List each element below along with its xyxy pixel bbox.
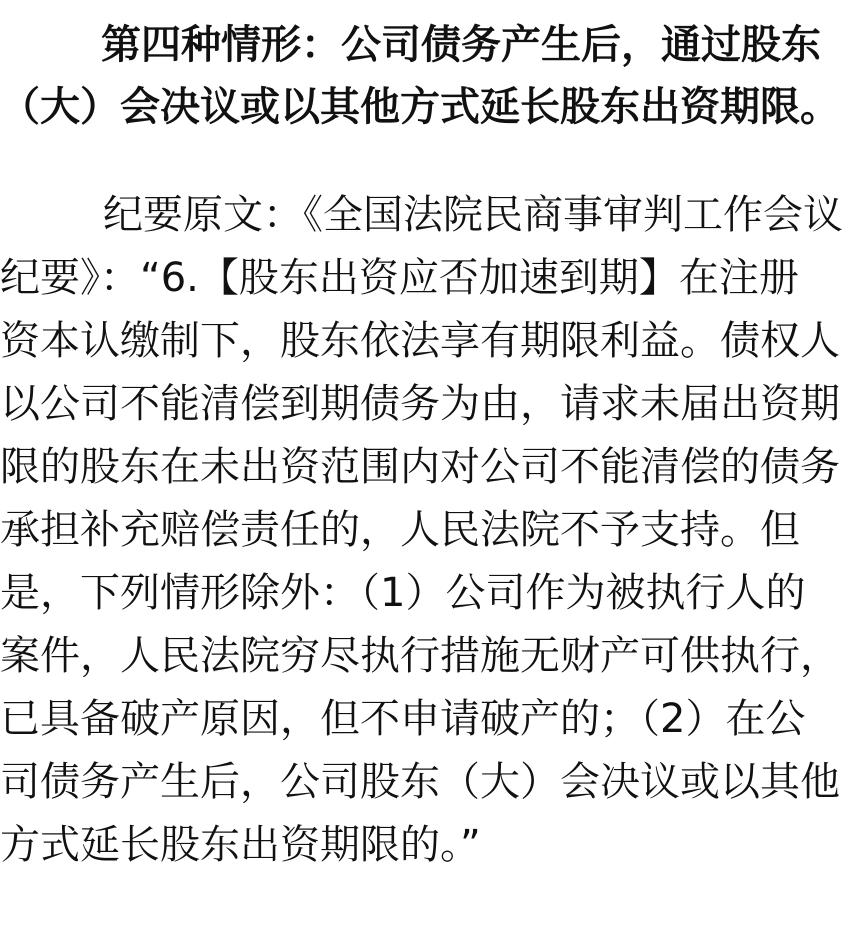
quote-line-11: 方式延长股东出资期限的。” bbox=[0, 822, 481, 868]
quote-line-2: 纪要》：“6.【股东出资应否加速到期】在注册 bbox=[0, 255, 799, 301]
heading-line-1: 第四种情形：公司债务产生后，通过股东 bbox=[101, 22, 821, 68]
quote-line-6: 承担补充赔偿责任的，人民法院不予支持。但 bbox=[0, 507, 800, 553]
quote-line-10: 司债务产生后，公司股东（大）会决议或以其他 bbox=[0, 759, 840, 805]
quote-line-8: 案件，人民法院穷尽执行措施无财产可供执行， bbox=[0, 633, 840, 679]
quote-line-9: 已具备破产原因，但不申请破产的；（2）在公 bbox=[0, 696, 806, 742]
quote-line-7: 是，下列情形除外：（1）公司作为被执行人的 bbox=[0, 570, 806, 616]
quote-line-1: 纪要原文：《全国法院民商事审判工作会议 bbox=[103, 192, 843, 238]
quote-line-5: 限的股东在未出资范围内对公司不能清偿的债务 bbox=[0, 444, 840, 490]
quote-line-3: 资本认缴制下，股东依法享有期限利益。债权人 bbox=[0, 318, 840, 364]
quote-line-4: 以公司不能清偿到期债务为由，请求未届出资期 bbox=[0, 381, 840, 427]
heading-line-2: （大）会决议或以其他方式延长股东出资期限。 bbox=[0, 84, 840, 130]
